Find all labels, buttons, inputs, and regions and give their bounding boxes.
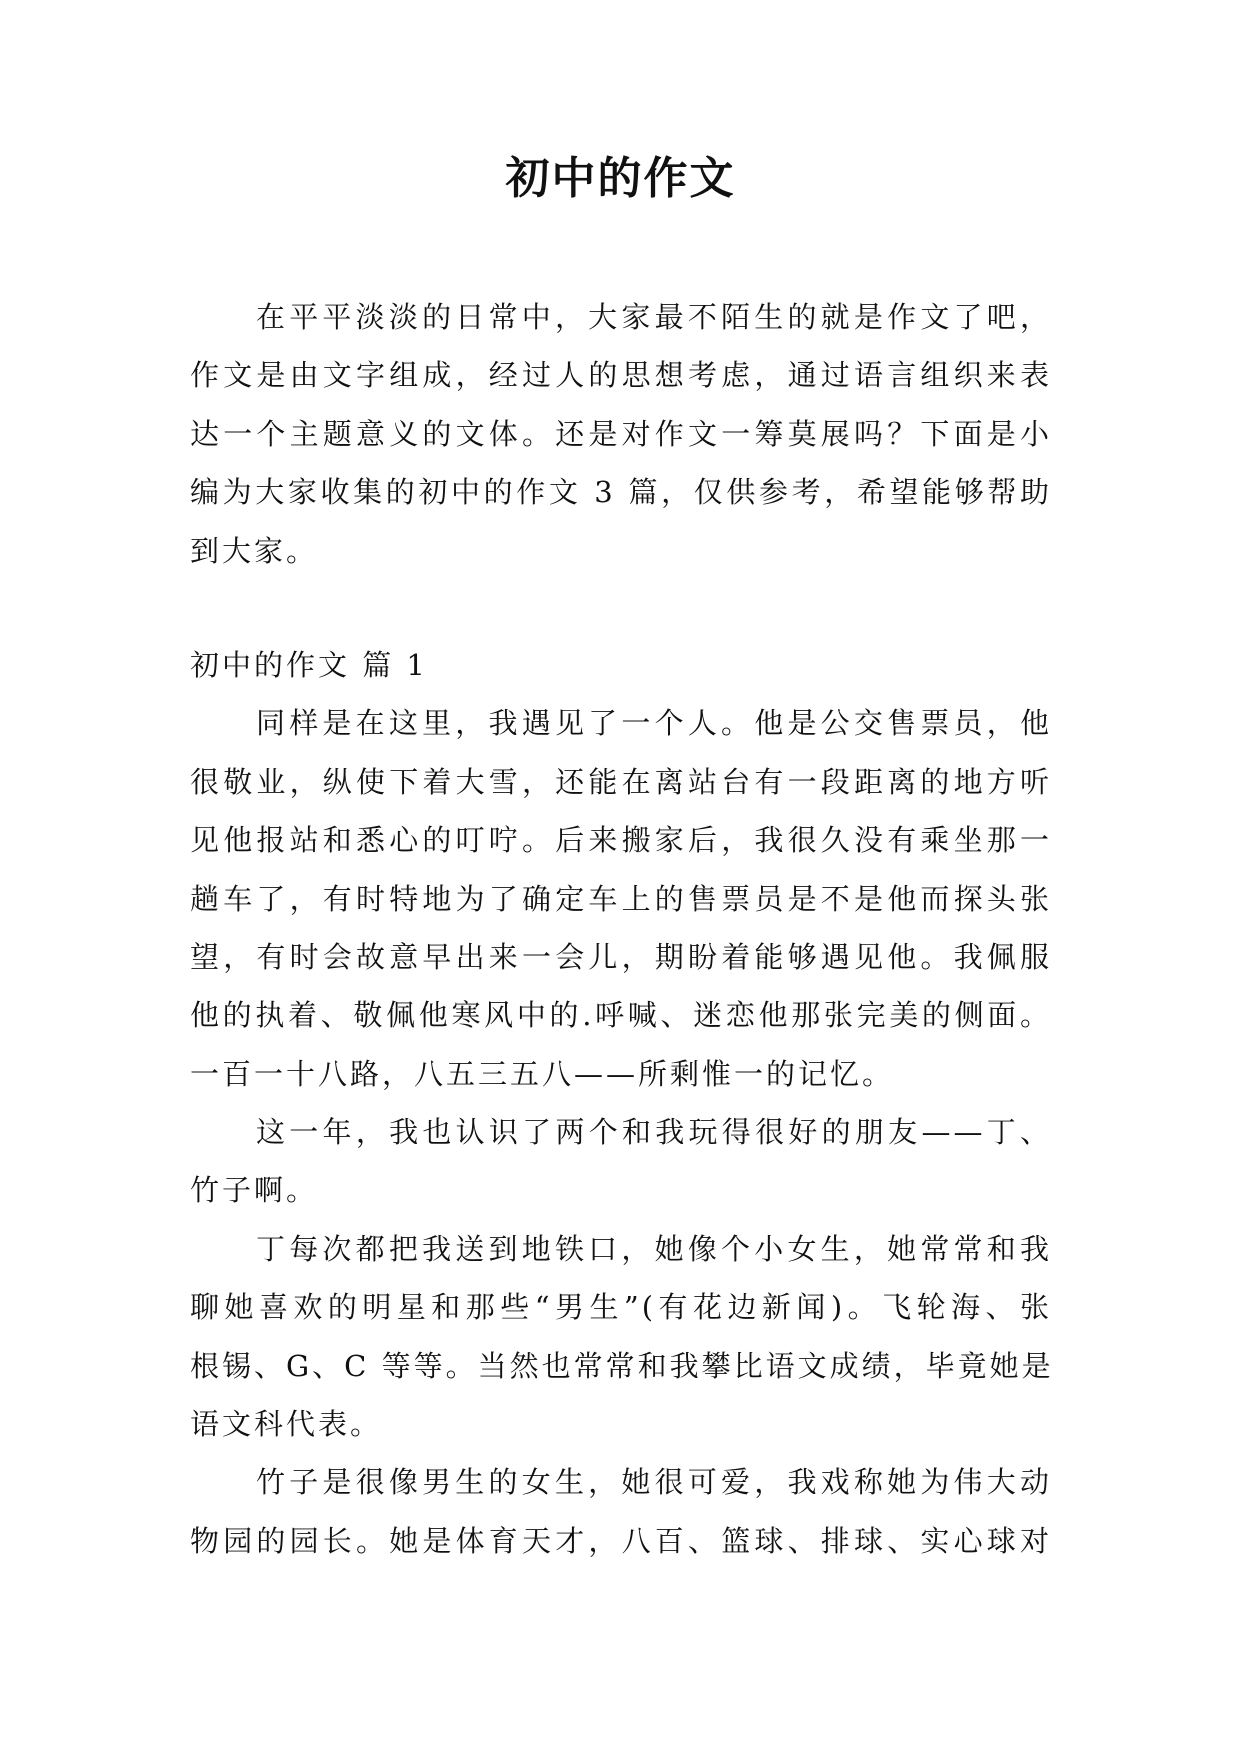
paragraph-line: 见他报站和悉心的叮咛。后来搬家后，我很久没有乘坐那一 — [190, 823, 1052, 858]
document-body — [190, 288, 1052, 1570]
paragraph-line: 一百一十八路，八五三五八——所剩惟一的记忆。 — [190, 1056, 895, 1091]
paragraph-line: 这一年，我也认识了两个和我玩得很好的朋友——丁、 — [256, 1115, 1052, 1150]
paragraph-line: 到大家。 — [190, 533, 319, 568]
paragraph-line: 达一个主题意义的文体。还是对作文一筹莫展吗？下面是小 — [190, 416, 1052, 451]
paragraph-line: 作文是由文字组成，经过人的思想考虑，通过语言组织来表 — [190, 358, 1052, 393]
section-heading: 初中的作文 篇 1 — [190, 647, 428, 682]
paragraph-line: 根锡、G、C 等等。当然也常常和我攀比语文成绩，毕竟她是 — [190, 1348, 1054, 1383]
paragraph-line: 在平平淡淡的日常中，大家最不陌生的就是作文了吧， — [256, 300, 1052, 334]
paragraph-line: 竹子是很像男生的女生，她很可爱，我戏称她为伟大动 — [256, 1465, 1052, 1500]
paragraph-line: 编为大家收集的初中的作文 3 篇，仅供参考，希望能够帮助 — [190, 475, 1052, 510]
paragraph-line: 同样是在这里，我遇见了一个人。他是公交售票员，他 — [256, 706, 1052, 741]
paragraph-1 — [190, 694, 1052, 1103]
paragraph-line: 竹子啊。 — [190, 1173, 319, 1208]
paragraph-line: 他的执着、敬佩他寒风中的.呼喊、迷恋他那张完美的侧面。 — [190, 998, 1052, 1033]
paragraph-line: 丁每次都把我送到地铁口，她像个小女生，她常常和我 — [256, 1231, 1052, 1266]
paragraph-line: 物园的园长。她是体育天才，八百、篮球、排球、实心球对 — [190, 1523, 1052, 1558]
paragraph-3 — [190, 1220, 1052, 1454]
paragraph-line: 聊她喜欢的明星和那些“男生”(有花边新闻)。飞轮海、张 — [190, 1290, 1052, 1325]
paragraph-line: 语文科代表。 — [190, 1407, 383, 1442]
document-title: 初中的作文 — [505, 153, 736, 204]
paragraph-line: 很敬业，纵使下着大雪，还能在离站台有一段距离的地方听 — [190, 764, 1052, 799]
intro-paragraph — [190, 288, 1052, 580]
paragraph-2 — [190, 1103, 1052, 1220]
paragraph-line: 趟车了，有时特地为了确定车上的售票员是不是他而探头张 — [190, 881, 1052, 916]
paragraph-4 — [190, 1453, 1052, 1570]
paragraph-line: 望，有时会故意早出来一会儿，期盼着能够遇见他。我佩服 — [190, 939, 1052, 974]
